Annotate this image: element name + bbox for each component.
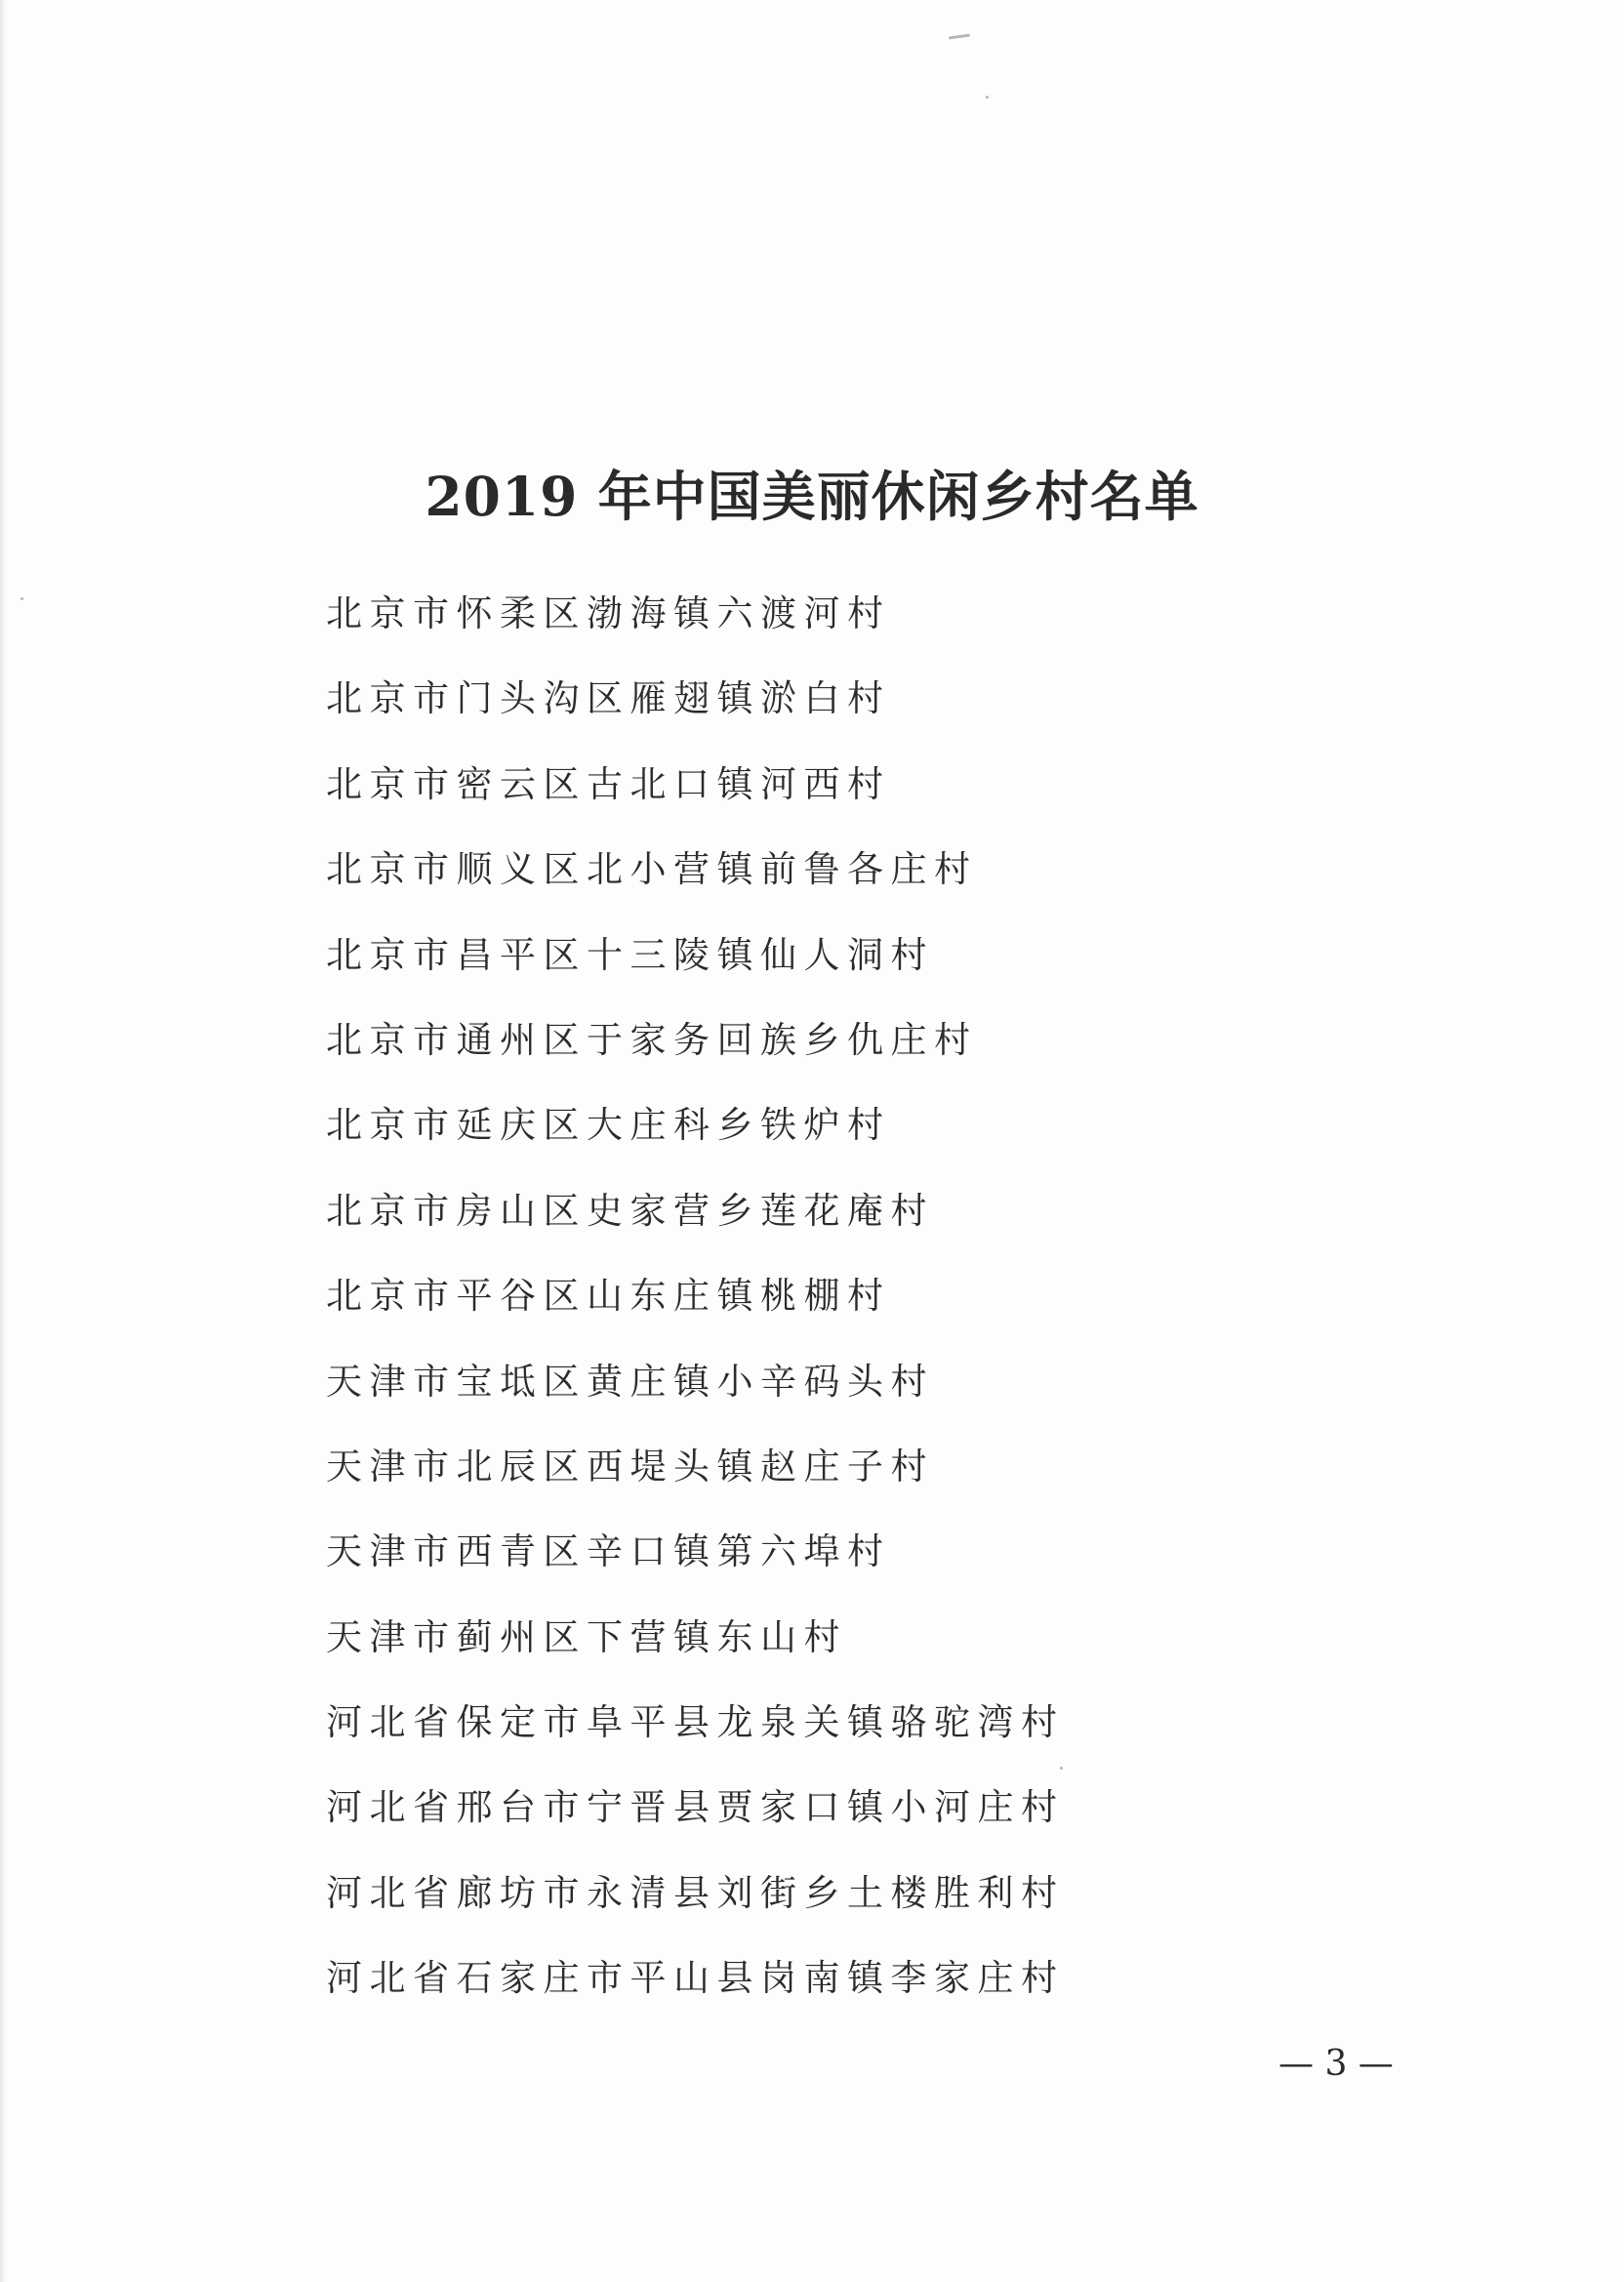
list-item: 天津市蓟州区下营镇东山村 [326, 1615, 847, 1658]
list-item: 天津市北辰区西堤头镇赵庄子村 [326, 1445, 934, 1487]
list-item: 北京市平谷区山东庄镇桃棚村 [326, 1275, 891, 1318]
list-item: 北京市通州区于家务回族乡仇庄村 [326, 1018, 978, 1061]
scan-speck [20, 597, 23, 600]
list-item: 北京市密云区古北口镇河西村 [326, 762, 891, 805]
scan-speck [986, 96, 989, 99]
list-item: 天津市西青区辛口镇第六埠村 [326, 1530, 891, 1573]
list-item: 北京市门头沟区雁翅镇淤白村 [326, 677, 891, 720]
list-item: 北京市顺义区北小营镇前鲁各庄村 [326, 848, 978, 891]
scan-speck [949, 33, 970, 39]
list-item: 天津市宝坻区黄庄镇小辛码头村 [326, 1360, 934, 1403]
list-item: 河北省邢台市宁晋县贾家口镇小河庄村 [326, 1786, 1065, 1829]
list-item: 北京市怀柔区渤海镇六渡河村 [326, 592, 891, 634]
list-item: 河北省廊坊市永清县刘街乡土楼胜利村 [326, 1871, 1065, 1914]
document-title: 2019 年中国美丽休闲乡村名单 [425, 464, 1199, 528]
scan-edge-shadow [0, 0, 6, 2282]
page-number: — 3 — [1279, 2044, 1394, 2084]
list-item: 河北省石家庄市平山县岗南镇李家庄村 [326, 1957, 1065, 2000]
list-item: 北京市昌平区十三陵镇仙人洞村 [326, 933, 934, 976]
list-item: 北京市房山区史家营乡莲花庵村 [326, 1189, 934, 1232]
list-item: 北京市延庆区大庄科乡铁炉村 [326, 1104, 891, 1147]
list-item: 河北省保定市阜平县龙泉关镇骆驼湾村 [326, 1701, 1065, 1744]
village-list [326, 583, 1065, 2033]
